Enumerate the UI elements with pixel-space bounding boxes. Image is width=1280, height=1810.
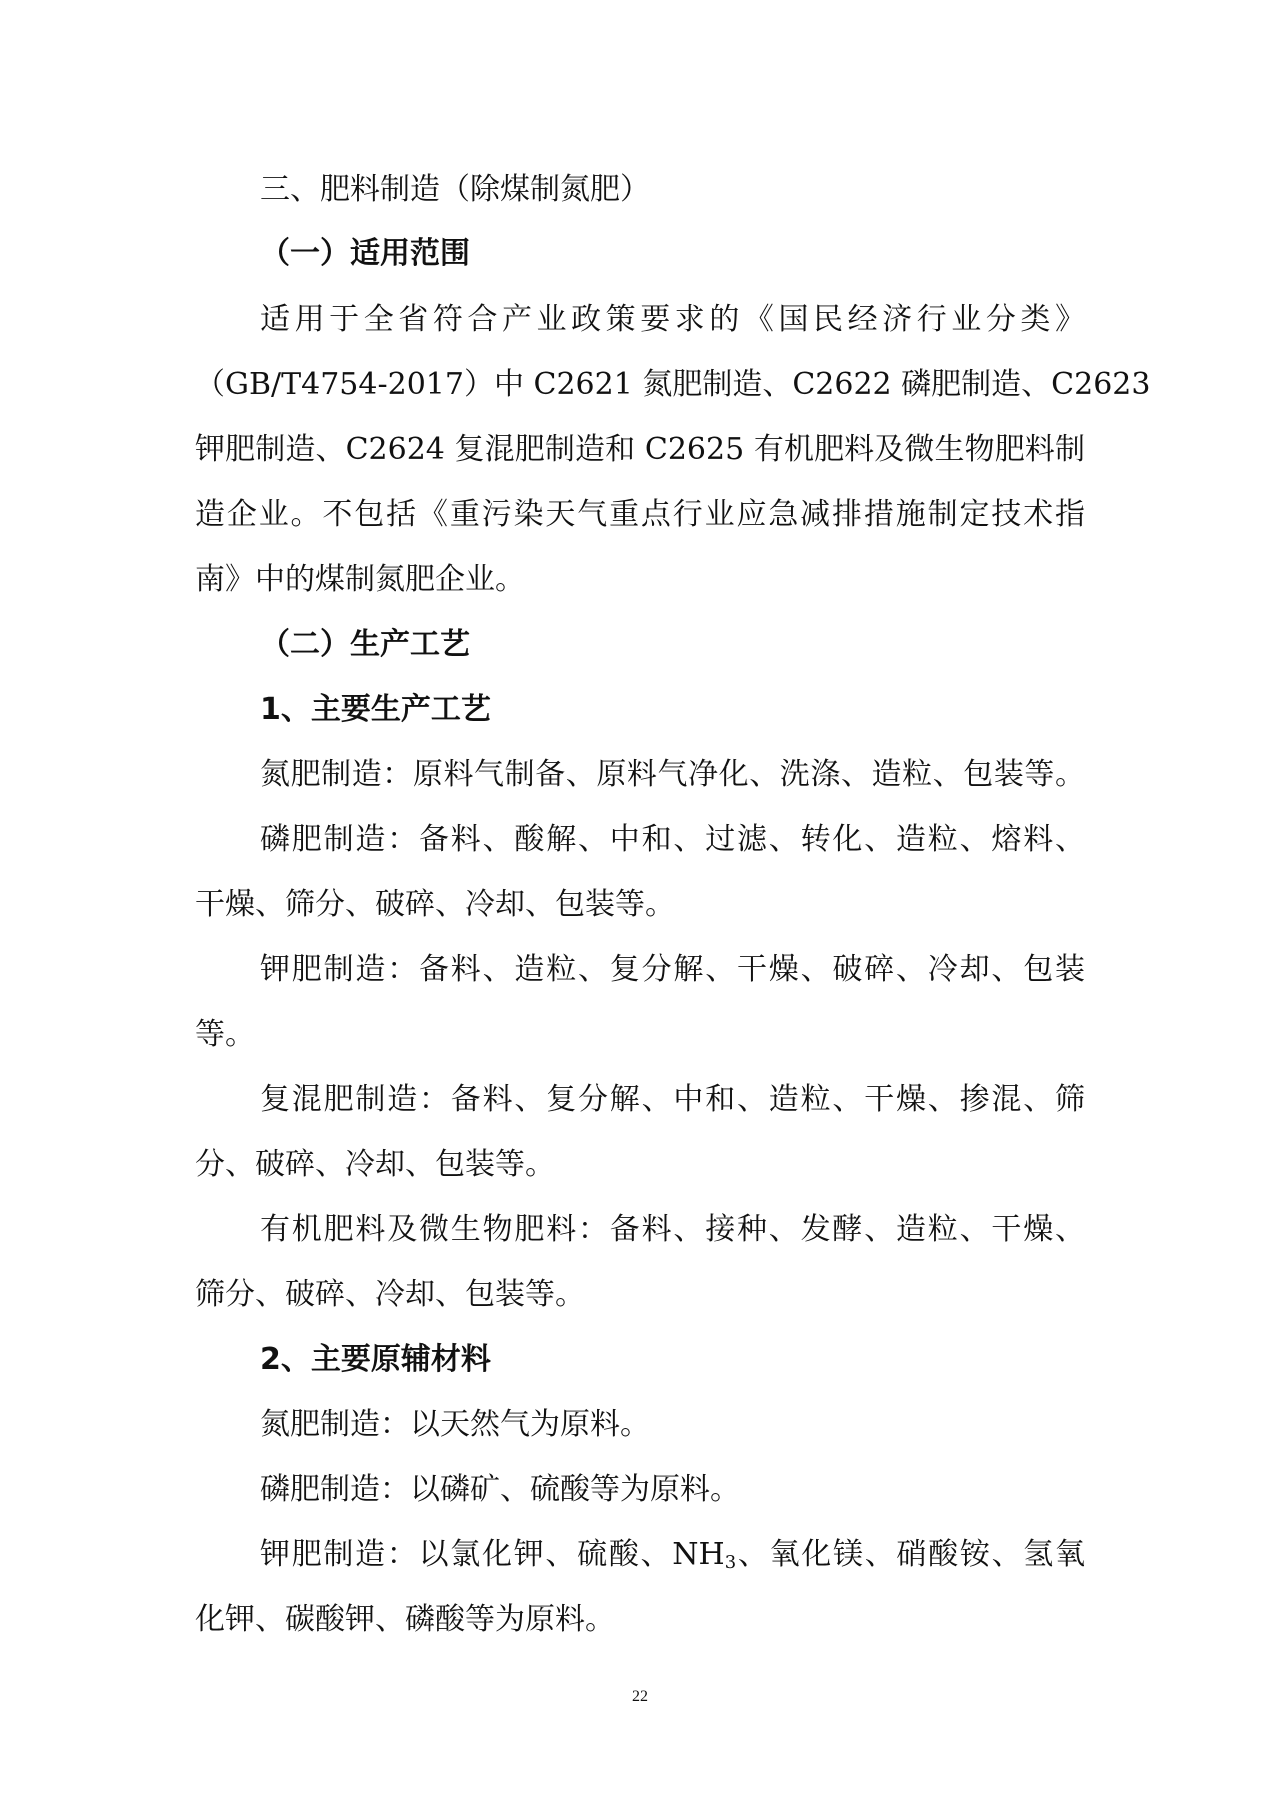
section-heading: 三、肥料制造（除煤制氮肥）	[260, 172, 650, 207]
subheading-main-process: 1、主要生产工艺	[260, 692, 491, 727]
subheading-process: （二）生产工艺	[260, 627, 470, 662]
process-compound-line-1: 复混肥制造：备料、复分解、中和、造粒、干燥、掺混、筛	[260, 1082, 1085, 1117]
process-organic-line-1: 有机肥料及微生物肥料：备料、接种、发酵、造粒、干燥、	[260, 1212, 1085, 1247]
process-potash-line-2: 等。	[195, 1017, 255, 1052]
process-phosphate-line-1: 磷肥制造：备料、酸解、中和、过滤、转化、造粒、熔料、	[260, 822, 1085, 857]
process-compound-line-2: 分、破碎、冷却、包装等。	[195, 1147, 555, 1182]
process-phosphate-line-2: 干燥、筛分、破碎、冷却、包装等。	[195, 887, 675, 922]
scope-line-3: 钾肥制造、C2624 复混肥制造和 C2625 有机肥料及微生物肥料制	[195, 432, 1085, 467]
scope-line-4: 造企业。不包括《重污染天气重点行业应急减排措施制定技术指	[195, 497, 1085, 532]
process-nitrogen: 氮肥制造：原料气制备、原料气净化、洗涤、造粒、包装等。	[260, 757, 1085, 792]
material-potash-line-2: 化钾、碳酸钾、磷酸等为原料。	[195, 1602, 615, 1637]
material-potash-line-1	[260, 1535, 1085, 1575]
process-potash-line-1: 钾肥制造：备料、造粒、复分解、干燥、破碎、冷却、包装	[260, 952, 1085, 987]
scope-line-5: 南》中的煤制氮肥企业。	[195, 562, 525, 597]
scope-line-2: （GB/T4754-2017）中 C2621 氮肥制造、C2622 磷肥制造、C2623	[195, 367, 1151, 402]
material-phosphate: 磷肥制造：以磷矿、硫酸等为原料。	[260, 1472, 740, 1507]
material-nitrogen: 氮肥制造：以天然气为原料。	[260, 1407, 650, 1442]
material-potash-text-a: 钾肥制造：以氯化钾、硫酸、NH	[260, 1537, 725, 1572]
scope-line-1: 适用于全省符合产业政策要求的《国民经济行业分类》	[260, 302, 1085, 337]
material-potash-text-b: 、氧化镁、硝酸铵、氢氧	[736, 1537, 1086, 1572]
page-number: 22	[632, 1688, 648, 1705]
nh3-subscript: 3	[724, 1552, 737, 1573]
subheading-materials: 2、主要原辅材料	[260, 1342, 491, 1377]
subheading-scope: （一）适用范围	[260, 236, 470, 271]
process-organic-line-2: 筛分、破碎、冷却、包装等。	[195, 1277, 585, 1312]
